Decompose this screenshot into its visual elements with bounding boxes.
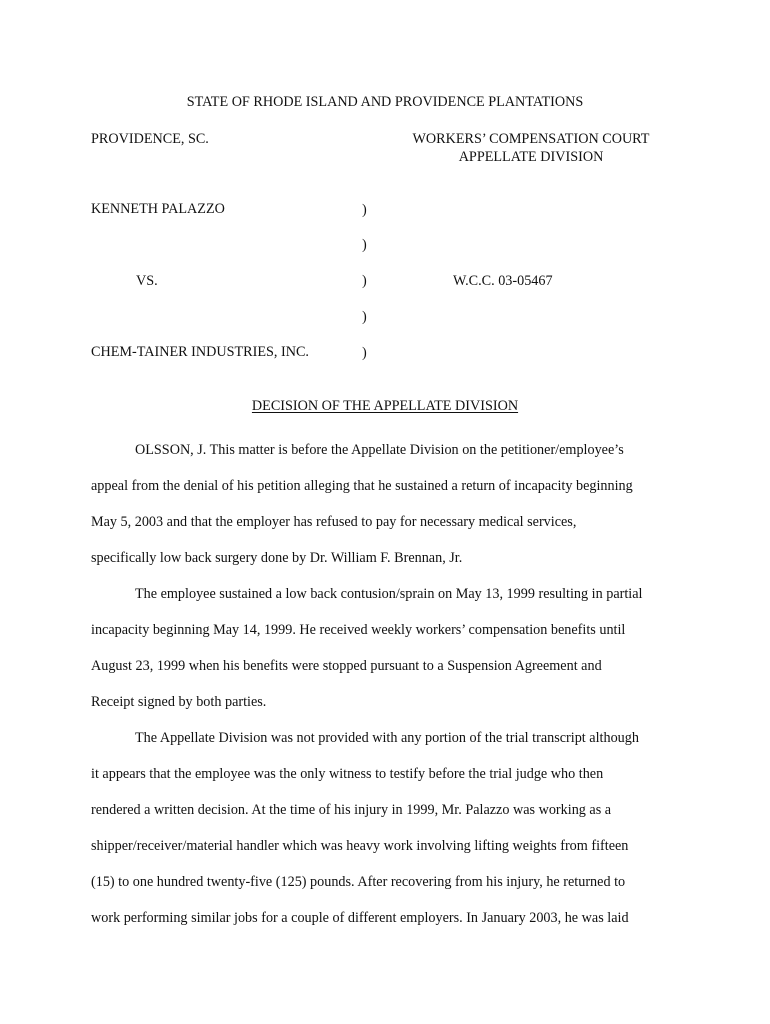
paragraph-3-line: The Appellate Division was not provided with any portion of the trial transcript although <box>135 730 639 746</box>
paragraph-2-line: The employee sustained a low back contusion/sprain on May 13, 1999 resulting in partial <box>135 586 643 602</box>
caption-paren: ) <box>362 345 367 361</box>
decision-heading: DECISION OF THE APPELLATE DIVISION <box>251 398 519 414</box>
court-name-line-1: WORKERS’ COMPENSATION COURT <box>412 131 650 147</box>
respondent-name: CHEM-TAINER INDUSTRIES, INC. <box>91 344 309 360</box>
paragraph-1-line: May 5, 2003 and that the employer has refused to pay for necessary medical services, <box>91 514 577 530</box>
county-label: PROVIDENCE, SC. <box>91 131 209 147</box>
paragraph-2-line: August 23, 1999 when his benefits were stopped pursuant to a Suspension Agreement and <box>91 658 602 674</box>
paragraph-3-line: rendered a written decision. At the time of his injury in 1999, Mr. Palazzo was working as a <box>91 802 612 818</box>
paragraph-3-line: (15) to one hundred twenty-five (125) pounds. After recovering from his injury, he returned to <box>91 874 626 890</box>
decision-body <box>91 432 671 936</box>
caption-paren: ) <box>362 202 367 218</box>
paragraph-3-line: shipper/receiver/material handler which was heavy work involving lifting weights from fifteen <box>91 838 629 854</box>
case-number: W.C.C. 03-05467 <box>453 273 553 289</box>
court-name-line-2: APPELLATE DIVISION <box>458 149 604 165</box>
versus-label: VS. <box>136 273 158 289</box>
paragraph-2-line: incapacity beginning May 14, 1999. He received weekly workers’ compensation benefits until <box>91 622 626 638</box>
document-title: STATE OF RHODE ISLAND AND PROVIDENCE PLANTATIONS <box>186 94 584 110</box>
petitioner-name: KENNETH PALAZZO <box>91 201 225 217</box>
paragraph-3-line: work performing similar jobs for a couple of different employers. In January 2003, he was laid <box>91 910 629 926</box>
paragraph-3-line: it appears that the employee was the only witness to testify before the trial judge who then <box>91 766 604 782</box>
paragraph-1-line: appeal from the denial of his petition alleging that he sustained a return of incapacity beginning <box>91 478 633 494</box>
caption-paren: ) <box>362 309 367 325</box>
caption-paren: ) <box>362 273 367 289</box>
paragraph-2-line: Receipt signed by both parties. <box>91 694 267 710</box>
paragraph-1-line: OLSSON, J. This matter is before the Appellate Division on the petitioner/employee’s <box>135 442 624 458</box>
caption-paren: ) <box>362 237 367 253</box>
court-name <box>400 130 662 166</box>
paragraph-1-line: specifically low back surgery done by Dr. William F. Brennan, Jr. <box>91 550 463 566</box>
